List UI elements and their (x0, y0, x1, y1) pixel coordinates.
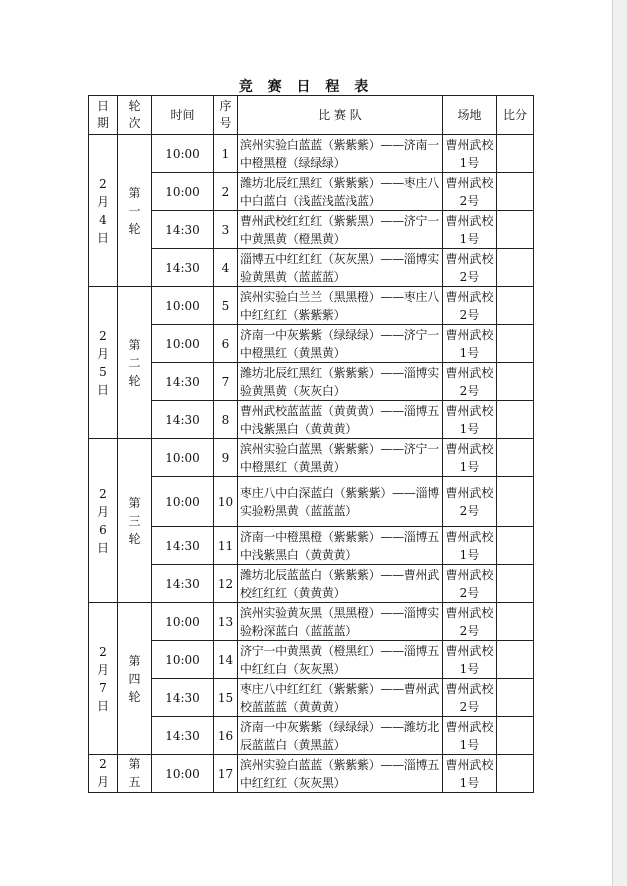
schedule-row (89, 679, 534, 717)
venue-cell: 曹州武校1号 (443, 325, 497, 363)
match-cell: 潍坊北辰红黑红（紫紫紫）——枣庄八中白蓝白（浅蓝浅蓝浅蓝） (238, 173, 443, 211)
score-cell (497, 173, 534, 211)
match-cell: 枣庄八中白深蓝白（紫紫紫）——淄博实验粉黑黄（蓝蓝蓝） (238, 477, 443, 527)
schedule-row (89, 565, 534, 603)
header-row (89, 96, 534, 135)
match-cell: 曹州武校蓝蓝蓝（黄黄黄）——淄博五中浅紫黑白（黄黄黄） (238, 401, 443, 439)
header-teams: 比 赛 队 (238, 96, 443, 135)
schedule-row (89, 173, 534, 211)
match-cell: 潍坊北辰红黑红（紫紫紫）——淄博实验黄黑黄（灰灰白） (238, 363, 443, 401)
schedule-row (89, 603, 534, 641)
schedule-row (89, 477, 534, 527)
match-cell: 滨州实验白蓝蓝（紫紫紫）——淄博五中红红红（灰灰黑） (238, 755, 443, 793)
score-cell (497, 641, 534, 679)
header-score: 比分 (497, 96, 534, 135)
venue-cell: 曹州武校2号 (443, 363, 497, 401)
venue-cell: 曹州武校1号 (443, 211, 497, 249)
round-cell: 第一轮 (118, 135, 152, 287)
header-time: 时间 (152, 96, 214, 135)
time-cell: 10:00 (152, 287, 214, 325)
schedule-row (89, 439, 534, 477)
score-cell (497, 287, 534, 325)
seq-cell: 3 (214, 211, 238, 249)
seq-cell: 15 (214, 679, 238, 717)
schedule-row (89, 363, 534, 401)
schedule-row (89, 135, 534, 173)
score-cell (497, 527, 534, 565)
time-cell: 14:30 (152, 679, 214, 717)
venue-cell: 曹州武校2号 (443, 287, 497, 325)
score-cell (497, 679, 534, 717)
time-cell: 14:30 (152, 249, 214, 287)
time-cell: 14:30 (152, 363, 214, 401)
match-cell: 枣庄八中红红红（紫紫紫）——曹州武校蓝蓝蓝（黄黄黄） (238, 679, 443, 717)
score-cell (497, 401, 534, 439)
score-cell (497, 211, 534, 249)
time-cell: 10:00 (152, 439, 214, 477)
time-cell: 10:00 (152, 603, 214, 641)
score-cell (497, 249, 534, 287)
seq-cell: 12 (214, 565, 238, 603)
seq-cell: 11 (214, 527, 238, 565)
header-seq: 序号 (214, 96, 238, 135)
seq-cell: 8 (214, 401, 238, 439)
schedule-row (89, 527, 534, 565)
schedule-row (89, 401, 534, 439)
schedule-row (89, 211, 534, 249)
date-cell: 2月6日 (89, 439, 118, 603)
score-cell (497, 363, 534, 401)
date-cell: 2月7日 (89, 603, 118, 755)
venue-cell: 曹州武校2号 (443, 565, 497, 603)
match-cell: 济南一中橙黑橙（紫紫紫）——淄博五中浅紫黑白（黄黄黄） (238, 527, 443, 565)
time-cell: 10:00 (152, 477, 214, 527)
page-title: 竞 赛 日 程 表 (238, 79, 374, 95)
match-cell: 曹州武校红红红（紫紫黑）——济宁一中黄黑黄（橙黑黄） (238, 211, 443, 249)
date-cell: 2月5日 (89, 287, 118, 439)
venue-cell: 曹州武校1号 (443, 135, 497, 173)
match-cell: 滨州实验白兰兰（黑黑橙）——枣庄八中红红红（紫紫紫） (238, 287, 443, 325)
seq-cell: 10 (214, 477, 238, 527)
header-round: 轮次 (118, 96, 152, 135)
date-cell: 2月4日 (89, 135, 118, 287)
match-cell: 济南一中灰紫紫（绿绿绿）——潍坊北辰蓝蓝白（黄黑蓝） (238, 717, 443, 755)
venue-cell: 曹州武校1号 (443, 401, 497, 439)
match-cell: 济南一中灰紫紫（绿绿绿）——济宁一中橙黑红（黄黑黄） (238, 325, 443, 363)
venue-cell: 曹州武校1号 (443, 755, 497, 793)
match-cell: 滨州实验白蓝黑（紫紫紫）——济宁一中橙黑红（黄黑黄） (238, 439, 443, 477)
venue-cell: 曹州武校1号 (443, 527, 497, 565)
round-cell: 第四轮 (118, 603, 152, 755)
time-cell: 10:00 (152, 135, 214, 173)
round-cell: 第五 (118, 755, 152, 793)
score-cell (497, 565, 534, 603)
venue-cell: 曹州武校2号 (443, 477, 497, 527)
venue-cell: 曹州武校1号 (443, 717, 497, 755)
schedule-row (89, 249, 534, 287)
round-cell: 第二轮 (118, 287, 152, 439)
time-cell: 14:30 (152, 527, 214, 565)
schedule-row (89, 641, 534, 679)
seq-cell: 17 (214, 755, 238, 793)
score-cell (497, 135, 534, 173)
schedule-row (89, 717, 534, 755)
match-cell: 滨州实验白蓝蓝（紫紫紫）——济南一中橙黑橙（绿绿绿） (238, 135, 443, 173)
time-cell: 10:00 (152, 641, 214, 679)
round-cell: 第三轮 (118, 439, 152, 603)
score-cell (497, 439, 534, 477)
time-cell: 14:30 (152, 717, 214, 755)
time-cell: 14:30 (152, 401, 214, 439)
seq-cell: 6 (214, 325, 238, 363)
match-cell: 潍坊北辰蓝蓝白（紫紫紫）——曹州武校红红红（黄黄黄） (238, 565, 443, 603)
seq-cell: 13 (214, 603, 238, 641)
time-cell: 10:00 (152, 755, 214, 793)
time-cell: 10:00 (152, 325, 214, 363)
seq-cell: 16 (214, 717, 238, 755)
schedule-row (89, 755, 534, 793)
venue-cell: 曹州武校2号 (443, 679, 497, 717)
date-cell: 2月 (89, 755, 118, 793)
score-cell (497, 477, 534, 527)
venue-cell: 曹州武校2号 (443, 173, 497, 211)
score-cell (497, 717, 534, 755)
match-cell: 滨州实验黄灰黑（黑黑橙）——淄博实验粉深蓝白（蓝蓝蓝） (238, 603, 443, 641)
match-cell: 济宁一中黄黑黄（橙黑红）——淄博五中红红白（灰灰黑） (238, 641, 443, 679)
score-cell (497, 603, 534, 641)
schedule-table (88, 95, 534, 793)
header-venue: 场地 (443, 96, 497, 135)
venue-cell: 曹州武校1号 (443, 641, 497, 679)
venue-cell: 曹州武校2号 (443, 603, 497, 641)
schedule-row (89, 325, 534, 363)
seq-cell: 1 (214, 135, 238, 173)
seq-cell: 7 (214, 363, 238, 401)
seq-cell: 14 (214, 641, 238, 679)
venue-cell: 曹州武校2号 (443, 249, 497, 287)
seq-cell: 5 (214, 287, 238, 325)
score-cell (497, 755, 534, 793)
seq-cell: 9 (214, 439, 238, 477)
seq-cell: 4 (214, 249, 238, 287)
seq-cell: 2 (214, 173, 238, 211)
time-cell: 10:00 (152, 173, 214, 211)
time-cell: 14:30 (152, 565, 214, 603)
schedule-row (89, 287, 534, 325)
match-cell: 淄博五中红红红（灰灰黑）——淄博实验黄黑黄（蓝蓝蓝） (238, 249, 443, 287)
header-date: 日期 (89, 96, 118, 135)
time-cell: 14:30 (152, 211, 214, 249)
score-cell (497, 325, 534, 363)
venue-cell: 曹州武校1号 (443, 439, 497, 477)
